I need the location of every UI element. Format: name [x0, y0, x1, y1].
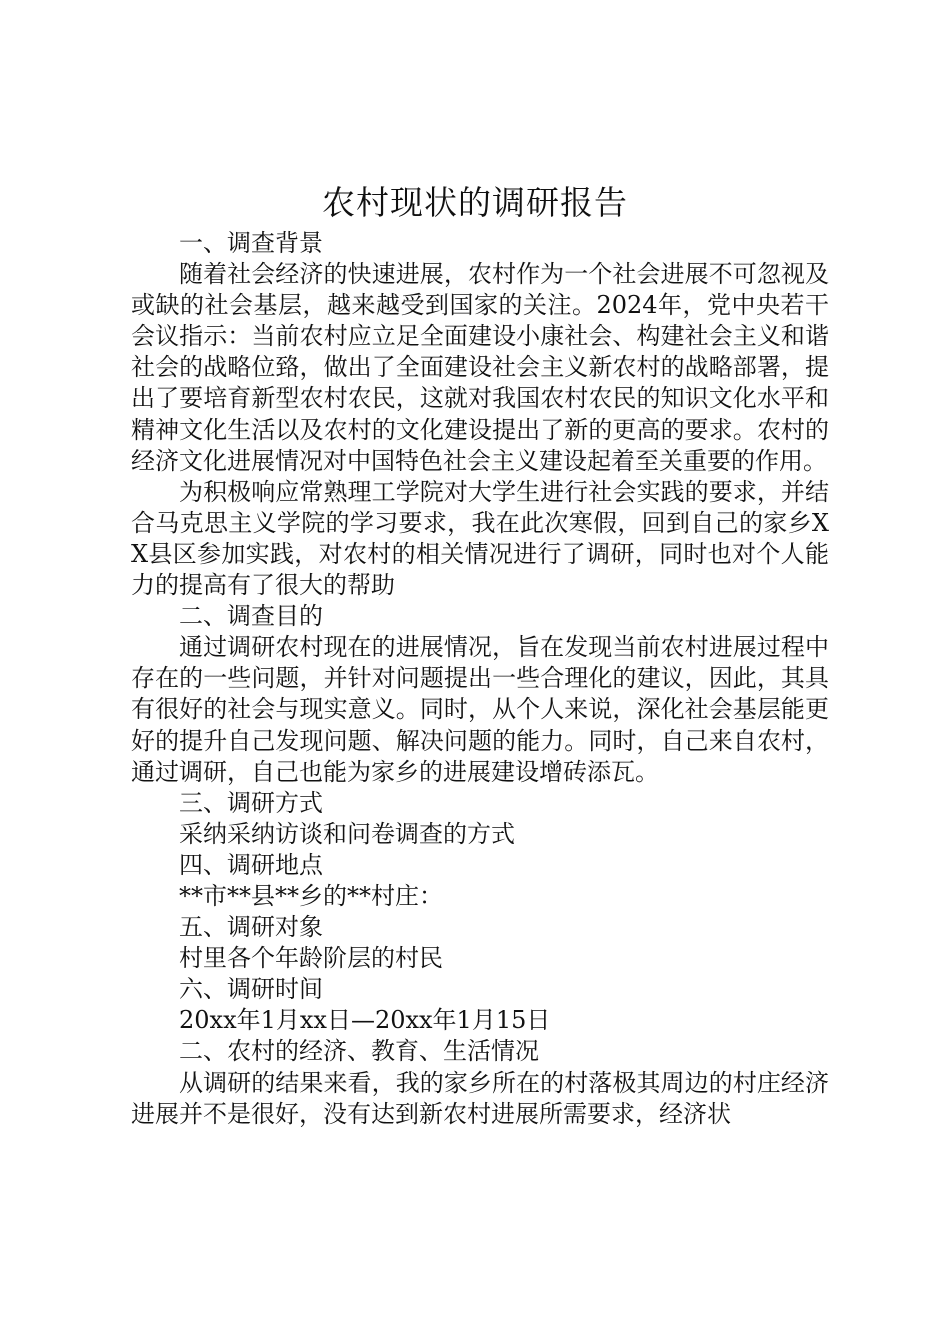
document-title: 农村现状的调研报告 — [322, 183, 628, 222]
heading-research-subjects: 五、调研对象 — [179, 913, 323, 942]
paragraph-purpose: 通过调研农村现在的进展情况，旨在发现当前农村进展过程中存在的一些问题，并针对问题提出一些合理化的建议，因此，其具有很好的社会与现实意义。同时，从个人来说，深化社会基层能更好的提升自己发现问题、解决问题的能力。同时，自己来自农村，通过调研，自己也能为家乡的进展建设增砖添瓦。 — [131, 633, 829, 786]
text-research-location: **市**县**乡的**村庄： — [179, 881, 443, 910]
heading-research-method: 三、调研方式 — [179, 788, 323, 817]
paragraph-practice: 为积极响应常熟理工学院对大学生进行社会实践的要求，并结合马克思主义学院的学习要求，我在此次寒假，回到自己的家乡XX县区参加实践，对农村的相关情况进行了调研，同时也对个人能力的提高有了很大的帮助 — [131, 477, 829, 600]
text-research-subjects: 村里各个年龄阶层的村民 — [179, 944, 443, 973]
heading-research-time: 六、调研时间 — [179, 975, 323, 1004]
document-body — [131, 228, 829, 1130]
text-research-method: 采纳采纳访谈和问卷调查的方式 — [179, 819, 515, 848]
text-research-time: 20xx年1月xx日—20xx年1月15日 — [179, 1006, 551, 1035]
heading-investigation-background: 一、调查背景 — [179, 229, 323, 257]
heading-investigation-purpose: 二、调查目的 — [179, 602, 323, 631]
paragraph-background: 随着社会经济的快速进展，农村作为一个社会进展不可忽视及或缺的社会基层，越来越受到国家的关注。2024年，党中央若干会议指示：当前农村应立足全面建设小康社会、构建社会主义和谐社会的战略位臵，做出了全面建设社会主义新农村的战略部署，提出了要培育新型农村农民，这就对我国农村农民的知识文化水平和精神文化生活以及农村的文化建设提出了新的更高的要求。农村的经济文化进展情况对中国特色社会主义建设起着至关重要的作用。 — [131, 260, 829, 475]
paragraph-rural-conditions: 从调研的结果来看，我的家乡所在的村落极其周边的村庄经济进展并不是很好，没有达到新农村进展所需要求，经济状 — [131, 1068, 829, 1128]
heading-research-location: 四、调研地点 — [179, 850, 323, 879]
heading-rural-conditions: 二、农村的经济、教育、生活情况 — [179, 1037, 539, 1066]
